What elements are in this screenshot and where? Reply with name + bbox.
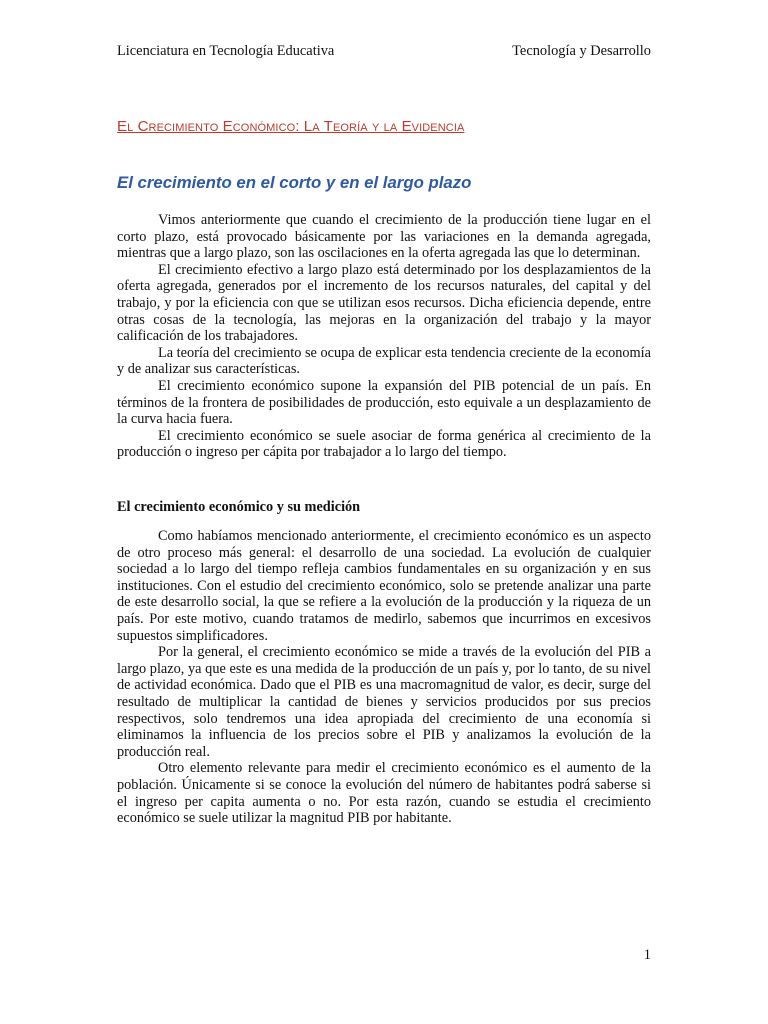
subsection-paragraph: Por la general, el crecimiento económico se mide a través de la evolución del PIB a largo plazo, ya que este es una medida de la producción de un país y, por lo tanto, de su nivel de actividad económica. Dado que el PIB es una macromagnitud de valor, es decir, surge del resultado de multiplicar la cantidad de bienes y servicios producidos por sus precios respectivos, solo tendremos una idea apropiada del crecimiento de una economía si eliminamos la influencia de los precios sobre el PIB y analizamos la evolución de la producción real. xyxy=(117,644,651,760)
header-subject-name: Tecnología y Desarrollo xyxy=(512,43,651,59)
page-header xyxy=(117,42,651,60)
subsection-paragraph: Otro elemento relevante para medir el crecimiento económico es el aumento de la población. Únicamente si se conoce la evolución del número de habitantes podrá saberse si el ingreso per capita aumenta o no. Por esta razón, cuando se estudia el crecimiento económico se suele utilizar la magnitud PIB por habitante. xyxy=(117,760,651,827)
section-heading: El crecimiento en el corto y en el largo plazo xyxy=(117,173,472,192)
subsection-body xyxy=(117,528,651,827)
page-number: 1 xyxy=(643,947,651,963)
subsection-paragraph: Como habíamos mencionado anteriormente, el crecimiento económico es un aspecto de otro proceso más general: el desarrollo de una sociedad. La evolución de cualquier sociedad a lo largo del tiempo refleja cambios fundamentales en su organización y en sus instituciones. Con el estudio del crecimiento económico, solo se pretende analizar una parte de este desarrollo social, la que se refiere a la evolución de la producción y la riqueza de un país. Por este motivo, cuando tratamos de medirlo, sabemos que incurrimos en excesivos supuestos simplificadores. xyxy=(117,528,651,644)
section-paragraph: El crecimiento económico supone la expansión del PIB potencial de un país. En términos de la frontera de posibilidades de producción, esto equivale a un desplazamiento de la curva hacia fuera. xyxy=(117,377,651,428)
section-paragraph: La teoría del crecimiento se ocupa de explicar esta tendencia creciente de la economía y de analizar sus características. xyxy=(117,344,651,378)
section-paragraph: El crecimiento efectivo a largo plazo está determinado por los desplazamientos de la oferta agregada, generados por el incremento de los recursos naturales, del capital y del trabajo, y por la eficiencia con que se utilizan esos recursos. Dicha eficiencia depende, entre otras cosas de la tecnología, las mejoras en la organización del trabajo y la mayor calificación de los trabajadores. xyxy=(117,261,651,345)
header-course-name: Licenciatura en Tecnología Educativa xyxy=(117,43,335,59)
section-paragraph: El crecimiento económico se suele asociar de forma genérica al crecimiento de la producción o ingreso per cápita por trabajador a lo largo del tiempo. xyxy=(117,427,651,461)
section-paragraph: Vimos anteriormente que cuando el crecimiento de la producción tiene lugar en el corto plazo, está provocado básicamente por las variaciones en la demanda agregada, mientras que a largo plazo, son las oscilaciones en la oferta agregada las que lo determinan. xyxy=(117,212,651,262)
subsection-heading: El crecimiento económico y su medición xyxy=(117,499,361,515)
section-body xyxy=(117,212,651,461)
document-title: El Crecimiento Económico: La Teoría y la Evidencia xyxy=(117,118,465,135)
